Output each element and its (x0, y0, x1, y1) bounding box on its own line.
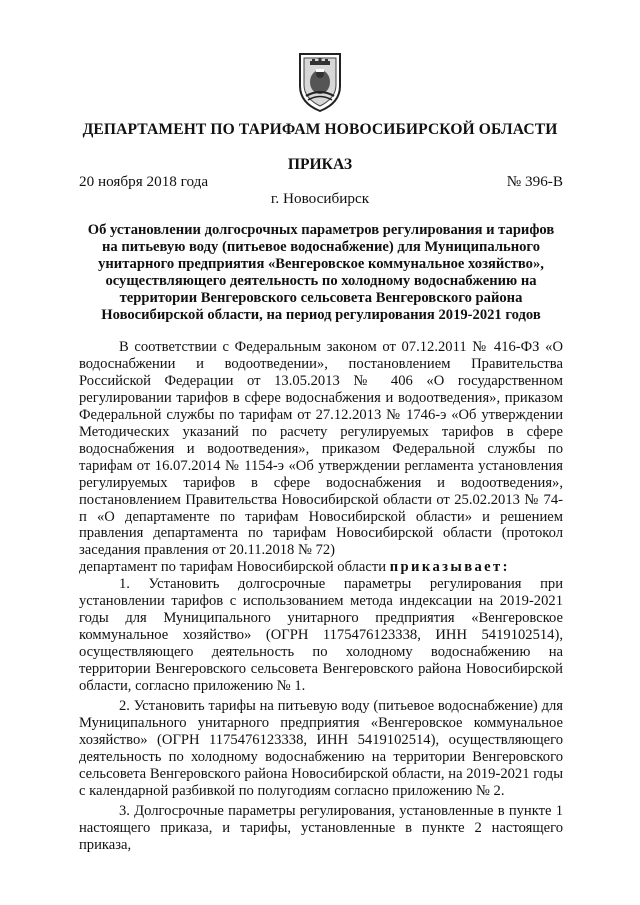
order-number: № 396-В (506, 173, 563, 190)
order-body (79, 339, 563, 857)
order-item-3: 3. Долгосрочные параметры регулирования, установленные в пункте 1 настоящего приказа, и тарифы, установленные в пункте 2 настоящего приказа, (79, 802, 563, 853)
order-item-2: 2. Установить тарифы на питьевую воду (питьевое водоснабжение) для Муниципального унитарного предприятия «Венгеровское коммунальное хозяйство» (ОГРН 1175476123338, ИНН 5419102514), осуществляющего деятельность по холодному водоснабжению на территории Венгеровского сельсовета Венгеровского района Новосибирской области, на 2019-2021 годы с календарной разбивкой по полугодиям согласно приложению № 2. (79, 698, 563, 799)
order-title: Об установлении долгосрочных параметров регулирования и тарифов на питьевую воду (питьевое водоснабжение) для Муниципального унитарного предприятия «Венгеровское коммунальное хозяйство», осуществляющего деятельность по холодному водоснабжению на территории Венгеровского сельсовета Венгеровского района Новосибирской области, на период регулирования 2019-2021 годов (87, 222, 555, 323)
preamble-paragraph: В соответствии с Федеральным законом от 07.12.2011 № 416-ФЗ «О водоснабжении и водоотведении», постановлением Правительства Российской Федерации от 13.05.2013 № 406 «О государственном регулировании тарифов в сфере водоснабжения и водоотведения», приказом Федеральной службы по тарифам от 27.12.2013 № 1746-э «Об утверждении Методических указаний по расчету регулируемых тарифов в сфере водоснабжения и водоотведения», приказом Федеральной службы по тарифам от 16.07.2014 № 1154-э «Об утверждении регламента установления регулируемых тарифов в сфере водоснабжения и водоотведения», постановлением Правительства Новосибирской области от 25.02.2013 № 74-п «О департаменте по тарифам Новосибирской области» и решением правления департамента по тарифам Новосибирской области (протокол заседания правления от 20.11.2018 № 72) (79, 339, 563, 559)
directive-line (79, 559, 563, 576)
order-date: 20 ноября 2018 года (79, 173, 209, 190)
department-name: ДЕПАРТАМЕНТ ПО ТАРИФАМ НОВОСИБИРСКОЙ ОБЛАСТИ (82, 121, 558, 138)
coat-of-arms-icon (296, 52, 344, 112)
order-item-1: 1. Установить долгосрочные параметры регулирования при установлении тарифов с использованием метода индексации на 2019-2021 годы для Муниципального унитарного предприятия «Венгеровское коммунальное хозяйство» (ОГРН 1175476123338, ИНН 5419102514), осуществляющего деятельность по холодному водоснабжению на территории Венгеровского сельсовета Венгеровского района Новосибирской области, согласно приложению № 1. (79, 576, 563, 695)
order-city: г. Новосибирск (270, 190, 370, 207)
directive-word: приказывает: (389, 559, 510, 576)
directive-intro: департамент по тарифам Новосибирской области (79, 559, 390, 576)
document-type: ПРИКАЗ (287, 156, 353, 173)
